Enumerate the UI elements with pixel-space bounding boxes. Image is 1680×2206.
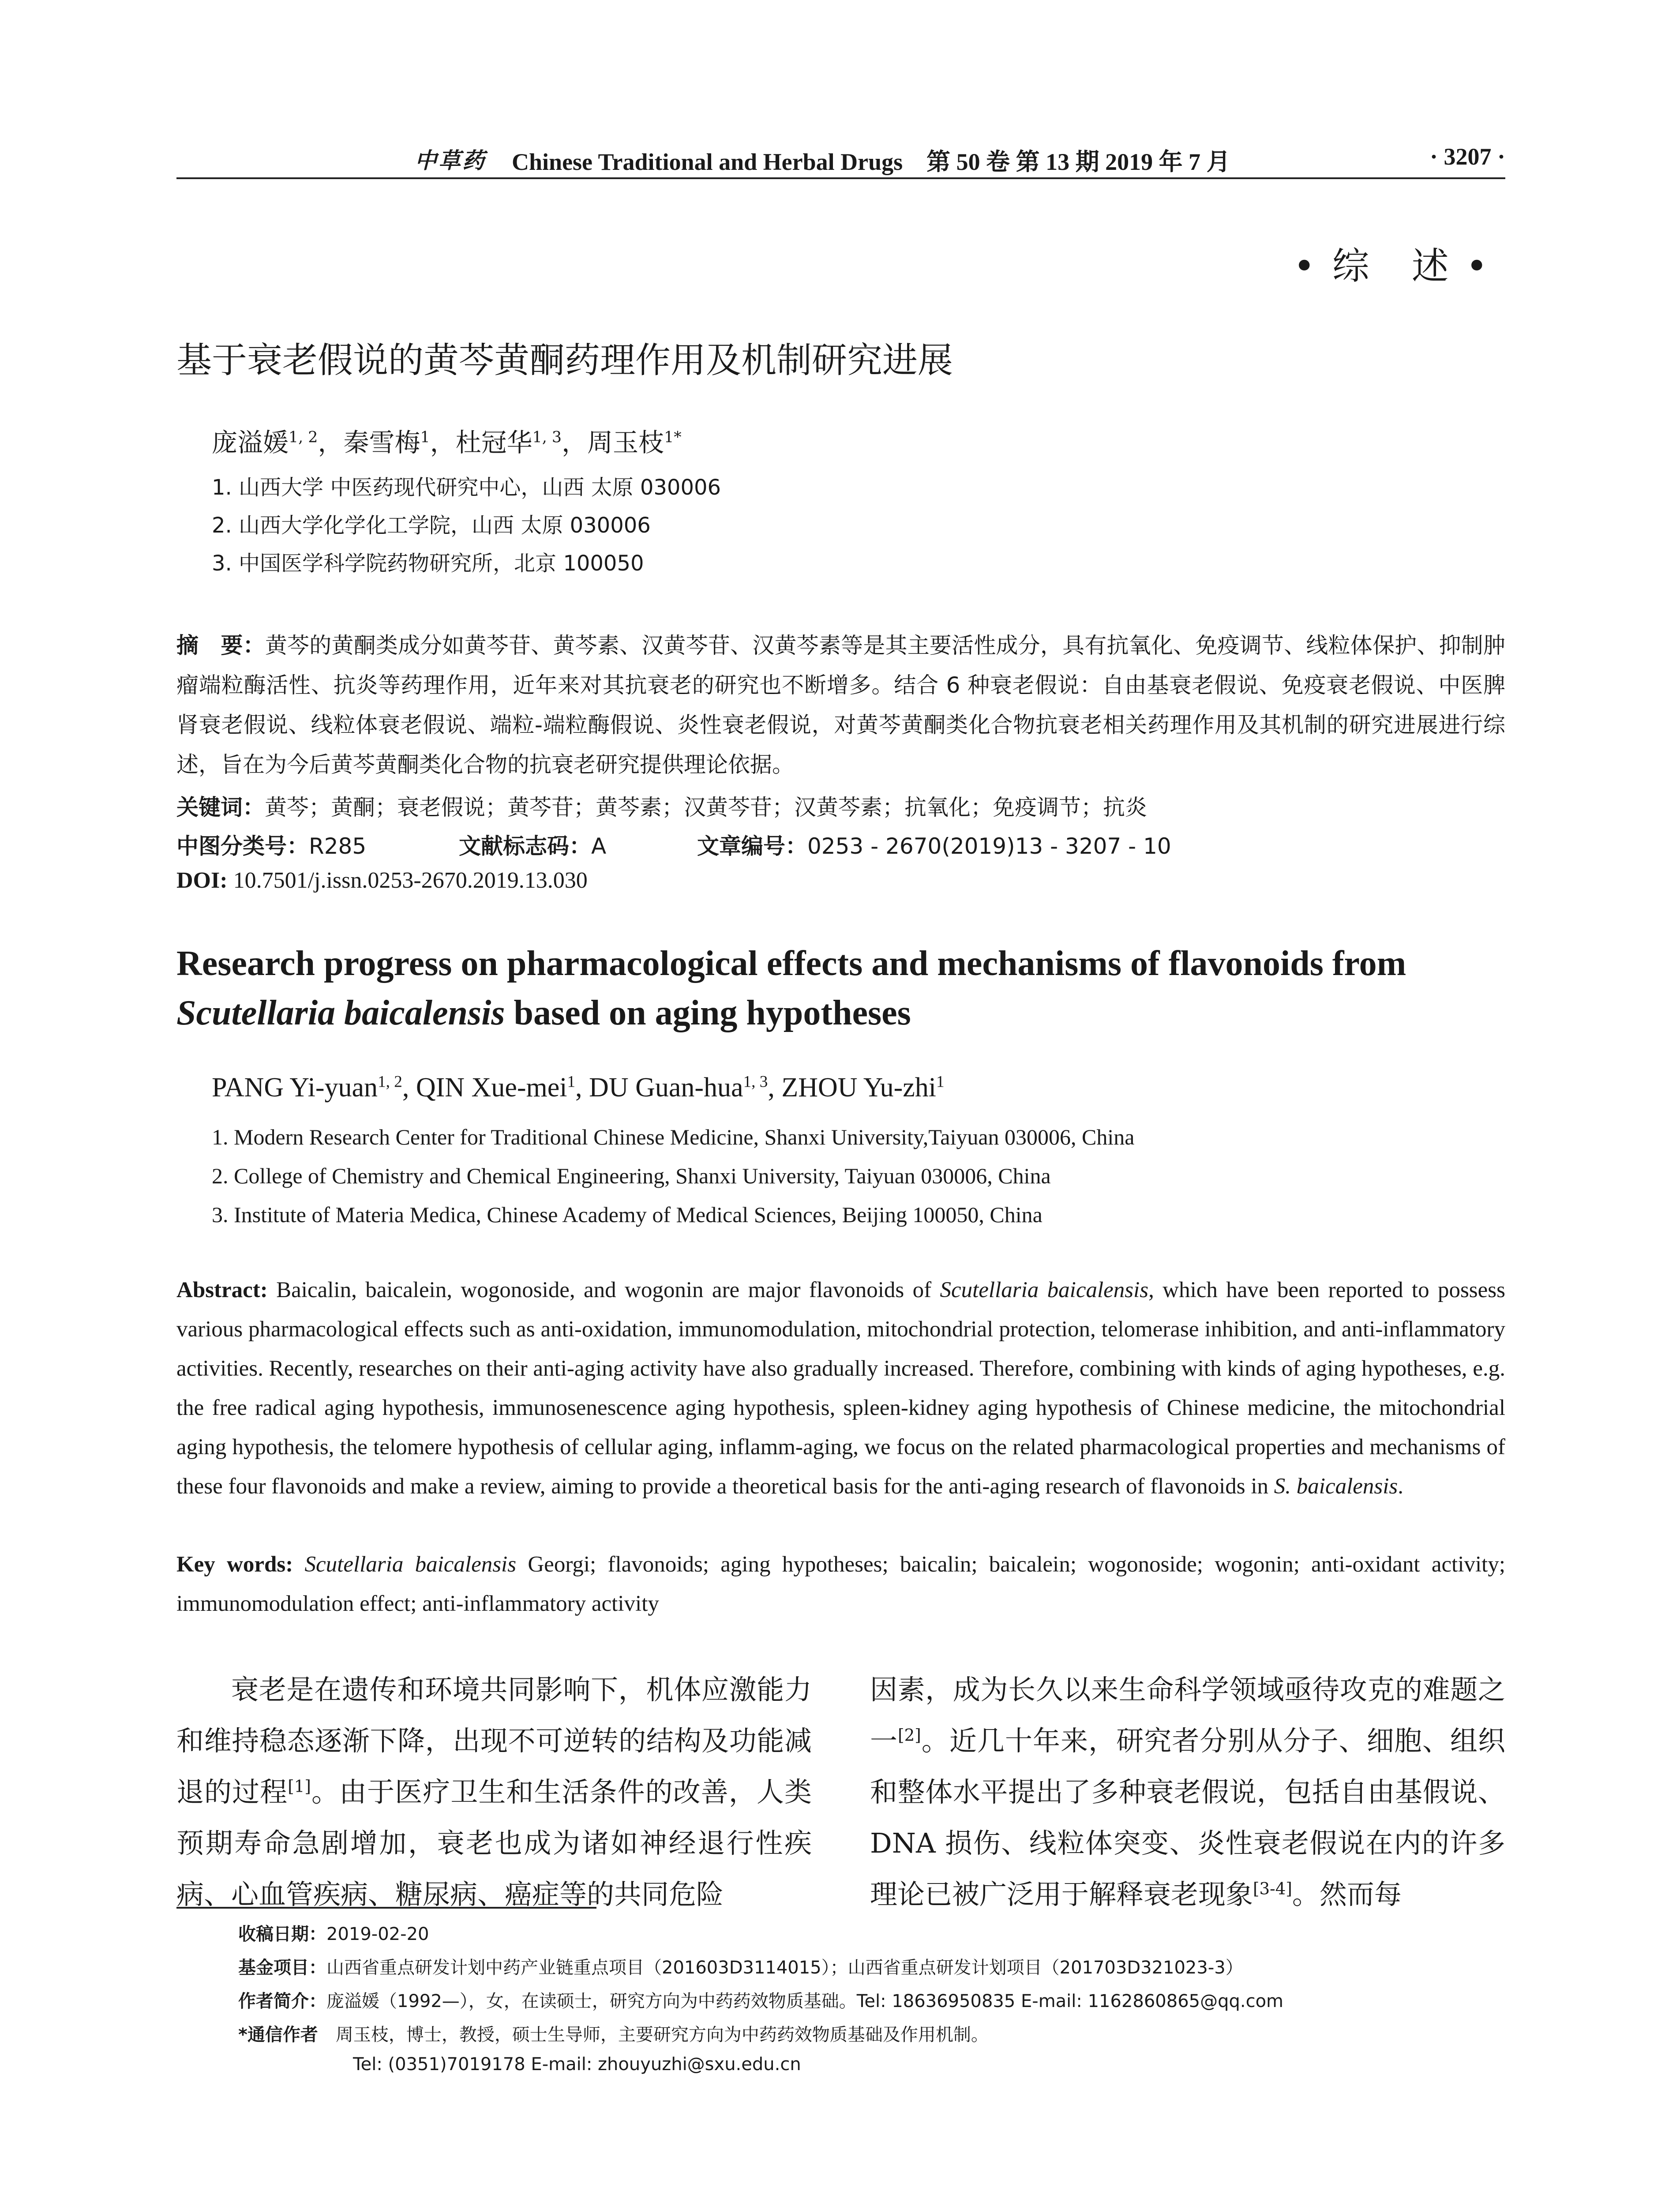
- abstract-text: 黄芩的黄酮类成分如黄芩苷、黄芩素、汉黄芩苷、汉黄芩素等是其主要活性成分，具有抗氧化、免疫调节、线粒体保护、抑制肿瘤端粒酶活性、抗炎等药理作用，近年来对其抗衰老的研究也不断增多。结合 6 种衰老假说：自由基衰老假说、免疫衰老假说、中医脾肾衰老假说、线粒体衰老假说、端粒-端粒酶假说、炎性衰老假说，对黄芩黄酮类化合物抗衰老相关药理作用及其机制的研究进展进行综述，旨在为今后黄芩黄酮类化合物的抗衰老研究提供理论依据。: [176, 633, 1506, 777]
- clc-value: R285: [309, 833, 367, 859]
- document-code-label: 文献标志码：: [459, 833, 591, 859]
- section-label: • 综 述 •: [1293, 244, 1490, 288]
- author-name: DU Guan-hua: [589, 1073, 743, 1103]
- english-abstract: [176, 1271, 1505, 1506]
- footnote-text: 2019-02-20: [326, 1924, 429, 1944]
- author-affiliation-mark: 1, 2: [289, 428, 318, 446]
- footnote-author-bio: [238, 1987, 1283, 2012]
- footnote-label: *通信作者: [238, 2025, 318, 2045]
- footnote-funding: [238, 1954, 1243, 1979]
- author-affiliation-mark: 1: [567, 1073, 576, 1091]
- keywords-species-name: Scutellaria baicalensis: [293, 1552, 517, 1577]
- chinese-keywords: [176, 790, 1147, 822]
- abstract-text: .: [1398, 1474, 1404, 1499]
- clc-code: [176, 829, 366, 860]
- footnote-label: 基金项目：: [238, 1958, 326, 1978]
- body-text: 。然而每: [1292, 1878, 1402, 1910]
- chinese-abstract: [176, 626, 1505, 784]
- english-affiliation: 3. Institute of Materia Medica, Chinese Academy of Medical Sciences, Beijing 100050, China: [212, 1202, 1042, 1227]
- keywords-text: Georgi; flavonoids; aging hypotheses; baicalin; baicalein; wogonoside; wogonin; anti-oxidant activity; immunomodulation effect; anti-inflammatory activity: [176, 1552, 1505, 1616]
- english-title: [176, 939, 1505, 1038]
- author-name: 周玉枝: [587, 428, 664, 458]
- chinese-affiliation: 3. 中国医学科学院药物研究所，北京 100050: [212, 551, 644, 576]
- article-number: [697, 829, 1171, 860]
- citation-mark: [3-4]: [1253, 1879, 1292, 1898]
- footnote-text: 周玉枝，博士，教授，硕士生导师，主要研究方向为中药药效物质基础及作用机制。: [318, 2025, 989, 2045]
- title-text: based on aging hypotheses: [505, 994, 911, 1032]
- author-name: ZHOU Yu-zhi: [781, 1073, 937, 1103]
- author-separator: ,: [768, 1073, 782, 1103]
- running-header: [176, 140, 1505, 176]
- author-affiliation-mark: 1, 3: [743, 1073, 768, 1091]
- author-affiliation-mark: 1, 3: [532, 428, 562, 446]
- body-text: 衰老是在遗传和环境共同影响下，机体应激能力和维持稳态逐渐下降，出现不可逆转的结构及功能减退的过程: [176, 1673, 812, 1808]
- author-name: QIN Xue-mei: [416, 1073, 567, 1103]
- classification-line: [176, 829, 1505, 859]
- title-species-name: Scutellaria baicalensis: [176, 994, 505, 1032]
- abstract-species-name: Scutellaria baicalensis: [940, 1278, 1149, 1302]
- body-text: 因素，成为长久以来生命科学领域亟待攻克的难题之一: [870, 1673, 1505, 1757]
- citation-mark: [1]: [288, 1776, 311, 1796]
- body-column-left: [176, 1664, 812, 1920]
- keywords-text: 黄芩；黄酮；衰老假说；黄芩苷；黄芩素；汉黄芩苷；汉黄芩素；抗氧化；免疫调节；抗炎: [265, 795, 1147, 820]
- journal-issue-line: Chinese Traditional and Herbal Drugs 第 50 卷 第 13 期 2019 年 7 月: [512, 149, 1230, 175]
- doi-value: 10.7501/j.issn.0253-2670.2019.13.030: [227, 868, 588, 893]
- author-separator: ，: [562, 428, 588, 458]
- keywords-label: 关键词：: [176, 795, 265, 820]
- english-affiliation: 2. College of Chemistry and Chemical Engineering, Shanxi University, Taiyuan 030006, China: [212, 1163, 1051, 1188]
- abstract-species-name: S. baicalensis: [1274, 1474, 1398, 1499]
- author-affiliation-mark: 1*: [664, 428, 682, 446]
- chinese-title: 基于衰老假说的黄芩黄酮药理作用及机制研究进展: [176, 340, 953, 381]
- footnote-rule: [176, 1907, 596, 1909]
- author-separator: ，: [318, 428, 344, 458]
- keywords-label: Key words:: [176, 1552, 293, 1577]
- document-code: [459, 829, 606, 860]
- header-rule: [176, 177, 1505, 179]
- author-name: 庞溢媛: [212, 428, 289, 458]
- author-name: PANG Yi-yuan: [212, 1073, 378, 1103]
- footnote-text: Tel: (0351)7019178 E-mail: zhouyuzhi@sxu.edu.cn: [353, 2054, 801, 2075]
- citation-mark: [2]: [898, 1725, 921, 1745]
- english-keywords: [176, 1545, 1505, 1624]
- footnote-text: 山西省重点研发计划中药产业链重点项目（201603D3114015）；山西省重点研发计划项目（201703D321023-3）: [326, 1958, 1243, 1978]
- body-column-right: [870, 1664, 1505, 1920]
- page-number: · 3207 ·: [1429, 143, 1505, 170]
- abstract-label: 摘 要：: [176, 633, 265, 658]
- body-text: 。由于医疗卫生和生活条件的改善，人类预期寿命急剧增加，衰老也成为诸如神经退行性疾病、心血管疾病、糖尿病、癌症等的共同危险: [176, 1776, 812, 1910]
- abstract-text: Baicalin, baicalein, wogonoside, and wogonin are major flavonoids of: [267, 1278, 940, 1302]
- footnote-text: 庞溢媛（1992—），女，在读硕士，研究方向为中药药效物质基础。Tel: 18636950835 E-mail: 1162860865@qq.com: [326, 1991, 1284, 2011]
- abstract-label: Abstract:: [176, 1278, 268, 1302]
- title-text: Research progress on pharmacological effects and mechanisms of flavonoids from: [176, 944, 1406, 983]
- article-number-label: 文章编号：: [697, 833, 807, 859]
- author-separator: ,: [575, 1073, 589, 1103]
- journal-logo: 中草药: [415, 148, 486, 173]
- footnote-corresponding-author: [238, 2021, 989, 2046]
- chinese-authors: [212, 422, 682, 459]
- author-separator: ,: [402, 1073, 416, 1103]
- clc-label: 中图分类号：: [176, 833, 309, 859]
- author-affiliation-mark: 1: [936, 1073, 945, 1091]
- footnote-label: 收稿日期：: [238, 1924, 326, 1944]
- author-name: 杜冠华: [455, 428, 532, 458]
- document-code-value: A: [591, 833, 607, 859]
- author-name: 秦雪梅: [343, 428, 420, 458]
- doi-label: DOI:: [176, 868, 228, 893]
- footnote-label: 作者简介：: [238, 1991, 326, 2011]
- chinese-affiliation: 2. 山西大学化学化工学院，山西 太原 030006: [212, 513, 651, 538]
- author-affiliation-mark: 1: [420, 428, 430, 446]
- english-authors: [212, 1072, 945, 1103]
- footnote-contact: [353, 2054, 801, 2075]
- abstract-text: , which have been reported to possess various pharmacological effects such as anti-oxidation, immunomodulation, mitochondrial protection, telomerase inhibition, and anti-inflammatory activities. Recently, researches on their anti-aging activity have also gradually increased. Therefore, combining with kinds of aging hypotheses, e.g. the free radical aging hypothesis, immunosenescence aging hypothesis, spleen-kidney aging hypothesis of Chinese medicine, the mitochondrial aging hypothesis, the telomere hypothesis of cellular aging, inflamm-aging, we focus on the related pharmacological properties and mechanisms of these four flavonoids and make a review, aiming to provide a theoretical basis for the anti-aging research of flavonoids in: [176, 1278, 1505, 1499]
- author-separator: ，: [430, 428, 456, 458]
- english-affiliation: 1. Modern Research Center for Traditional Chinese Medicine, Shanxi University,Taiyuan 030006, China: [212, 1125, 1135, 1149]
- article-number-value: 0253 - 2670(2019)13 - 3207 - 10: [807, 833, 1171, 859]
- body-text: 。近几十年来，研究者分别从分子、细胞、组织和整体水平提出了多种衰老假说，包括自由基假说、DNA 损伤、线粒体突变、炎性衰老假说在内的许多理论已被广泛用于解释衰老现象: [870, 1725, 1505, 1910]
- doi-line: [176, 867, 588, 893]
- chinese-affiliation: 1. 山西大学 中医药现代研究中心，山西 太原 030006: [212, 475, 721, 500]
- author-affiliation-mark: 1, 2: [378, 1073, 402, 1091]
- footnote-received-date: [238, 1920, 429, 1945]
